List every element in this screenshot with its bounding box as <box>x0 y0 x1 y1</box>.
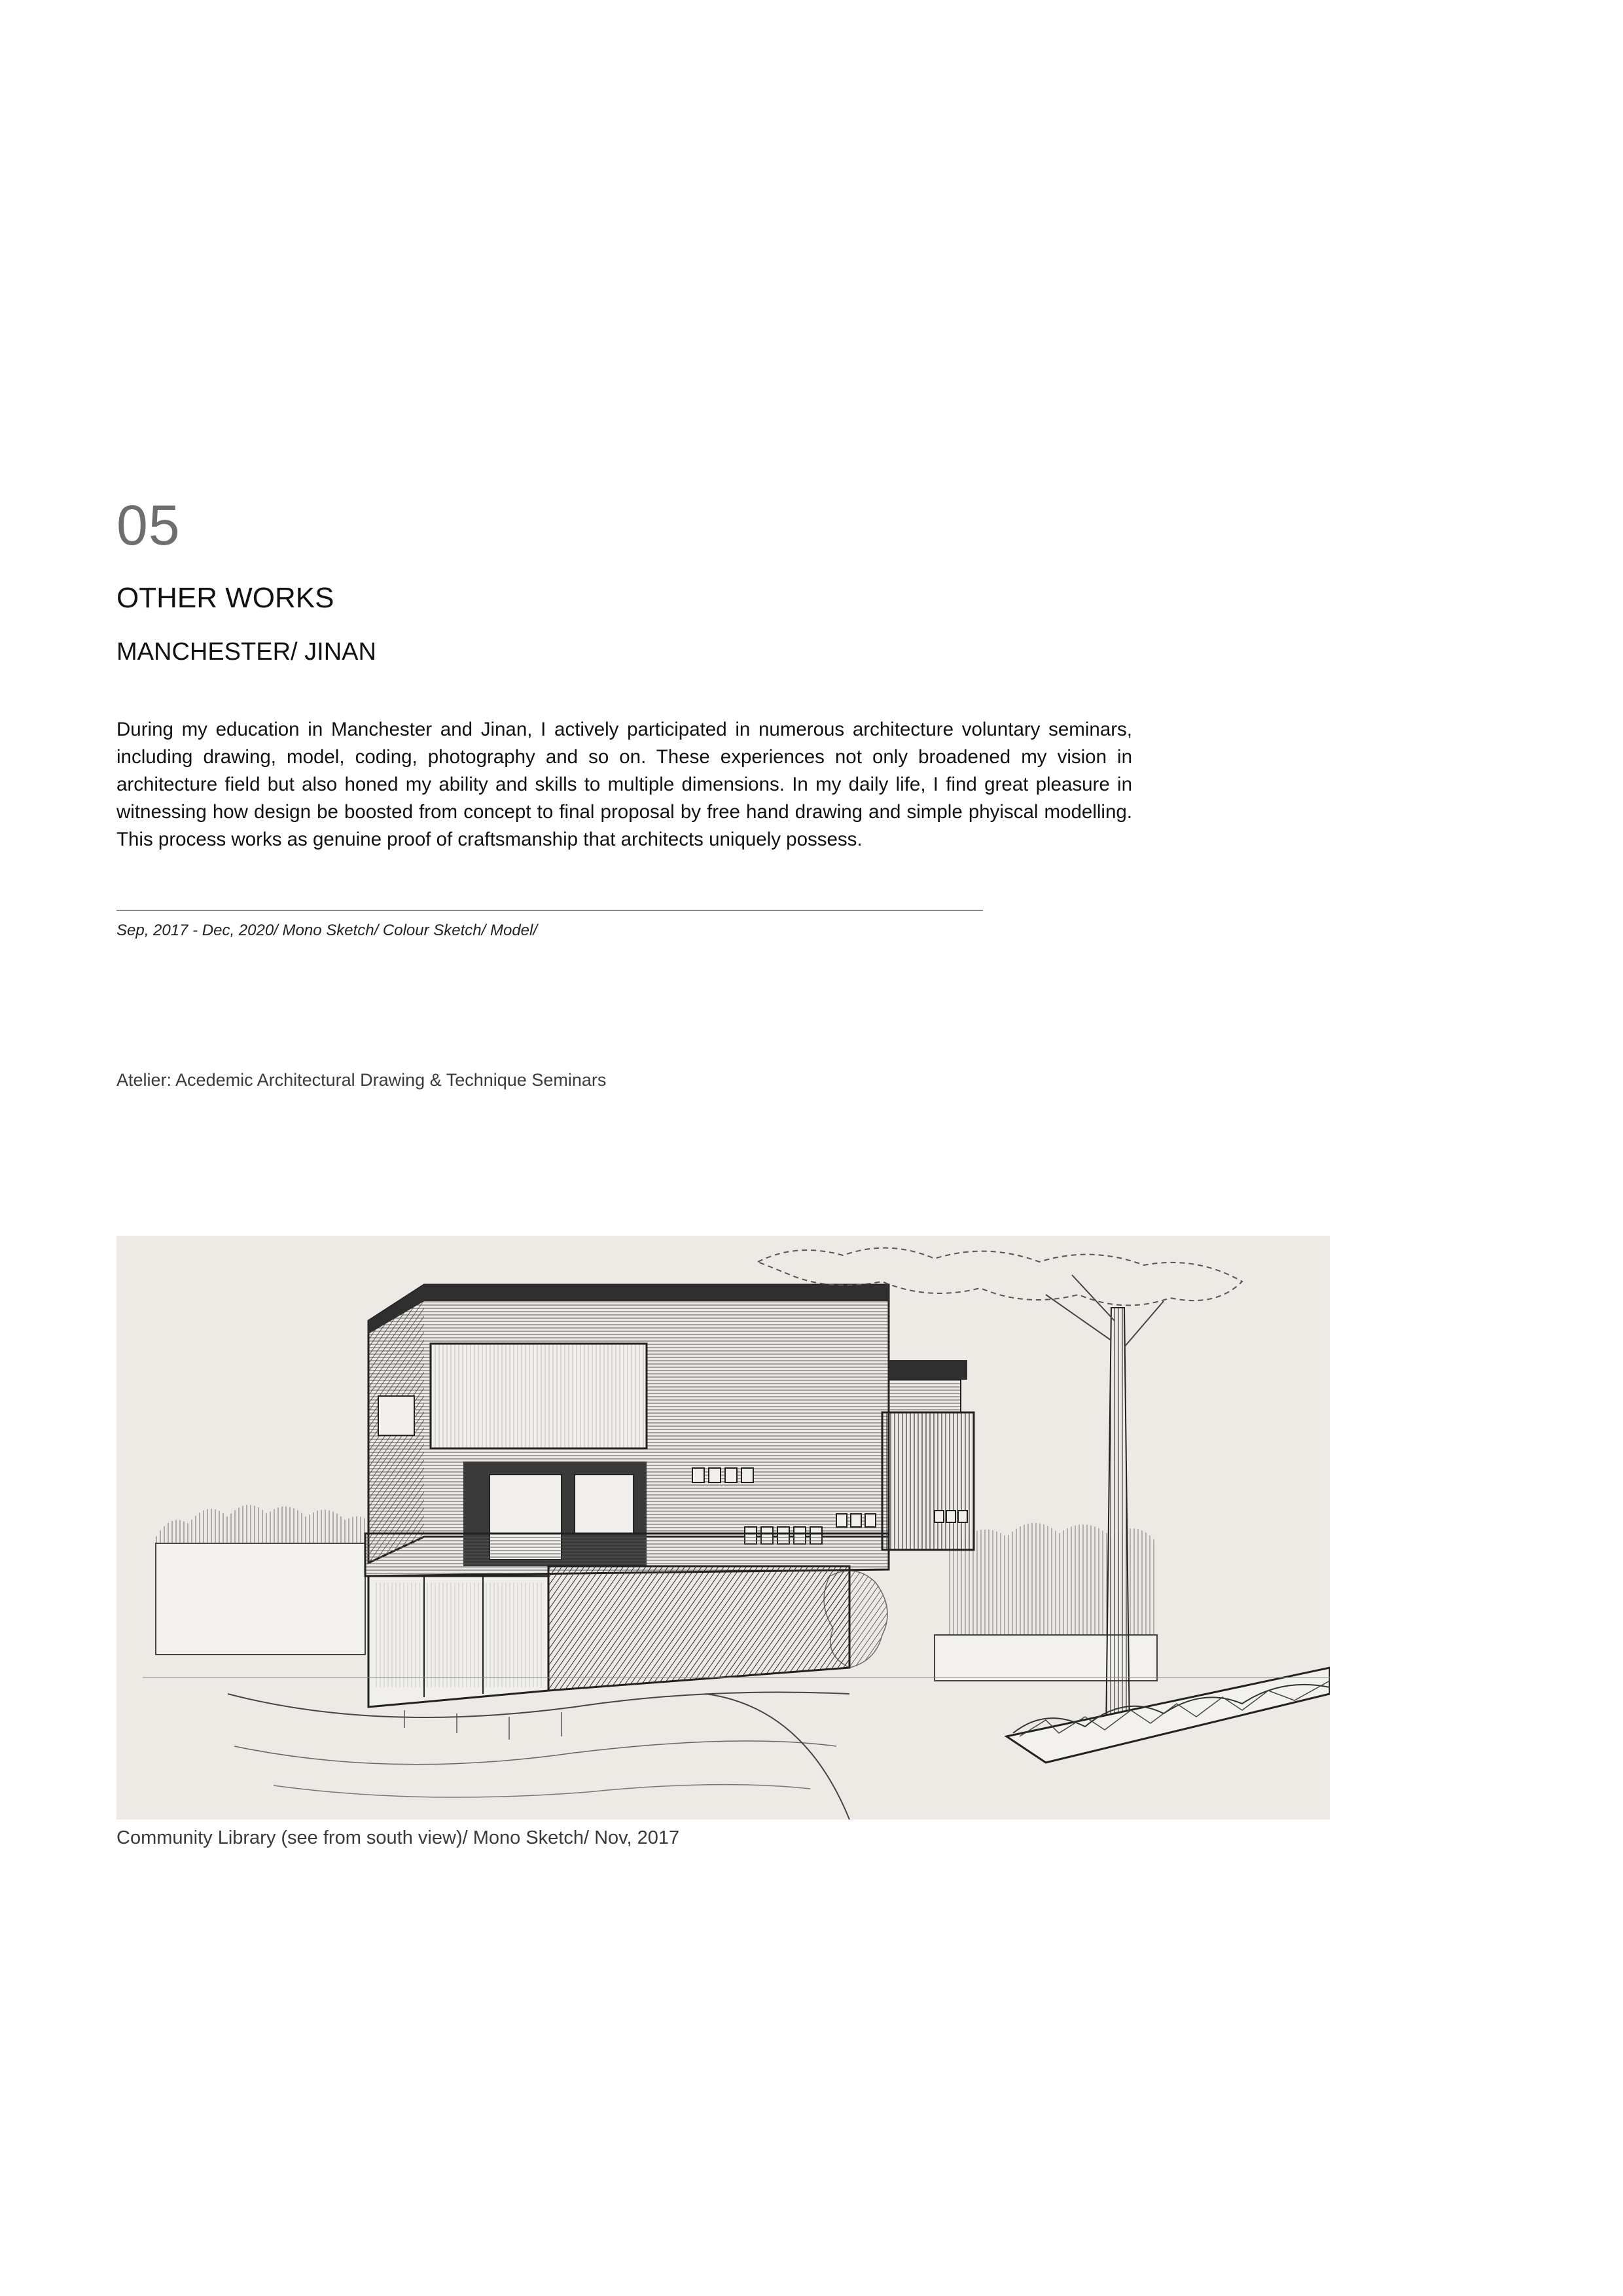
figure-caption: Community Library (see from south view)/ Mono Sketch/ Nov, 2017 <box>116 1827 680 1848</box>
project-meta: Sep, 2017 - Dec, 2020/ Mono Sketch/ Colour Sketch/ Model/ <box>116 922 538 939</box>
divider <box>116 910 983 911</box>
description-paragraph: During my education in Manchester and Jinan, I actively participated in numerous architecture voluntary seminars, including drawing, model, coding, photography and so on. These experiences not only broadened my vision in architecture field but also honed my ability and skills to multiple dimensions. In my daily life, I find great pleasure in witnessing how design be boosted from concept to final proposal by free hand drawing and simple phyiscal modelling. This process works as genuine proof of craftsmanship that architects uniquely possess. <box>116 719 1132 850</box>
library-sketch-image <box>116 1236 1330 1820</box>
sketch-drawing <box>116 1236 1330 1820</box>
section-number: 05 <box>116 494 181 557</box>
section-title: OTHER WORKS <box>116 582 334 614</box>
section-subtitle: MANCHESTER/ JINAN <box>116 638 376 666</box>
atelier-label: Atelier: Acedemic Architectural Drawing & Technique Seminars <box>116 1070 607 1090</box>
